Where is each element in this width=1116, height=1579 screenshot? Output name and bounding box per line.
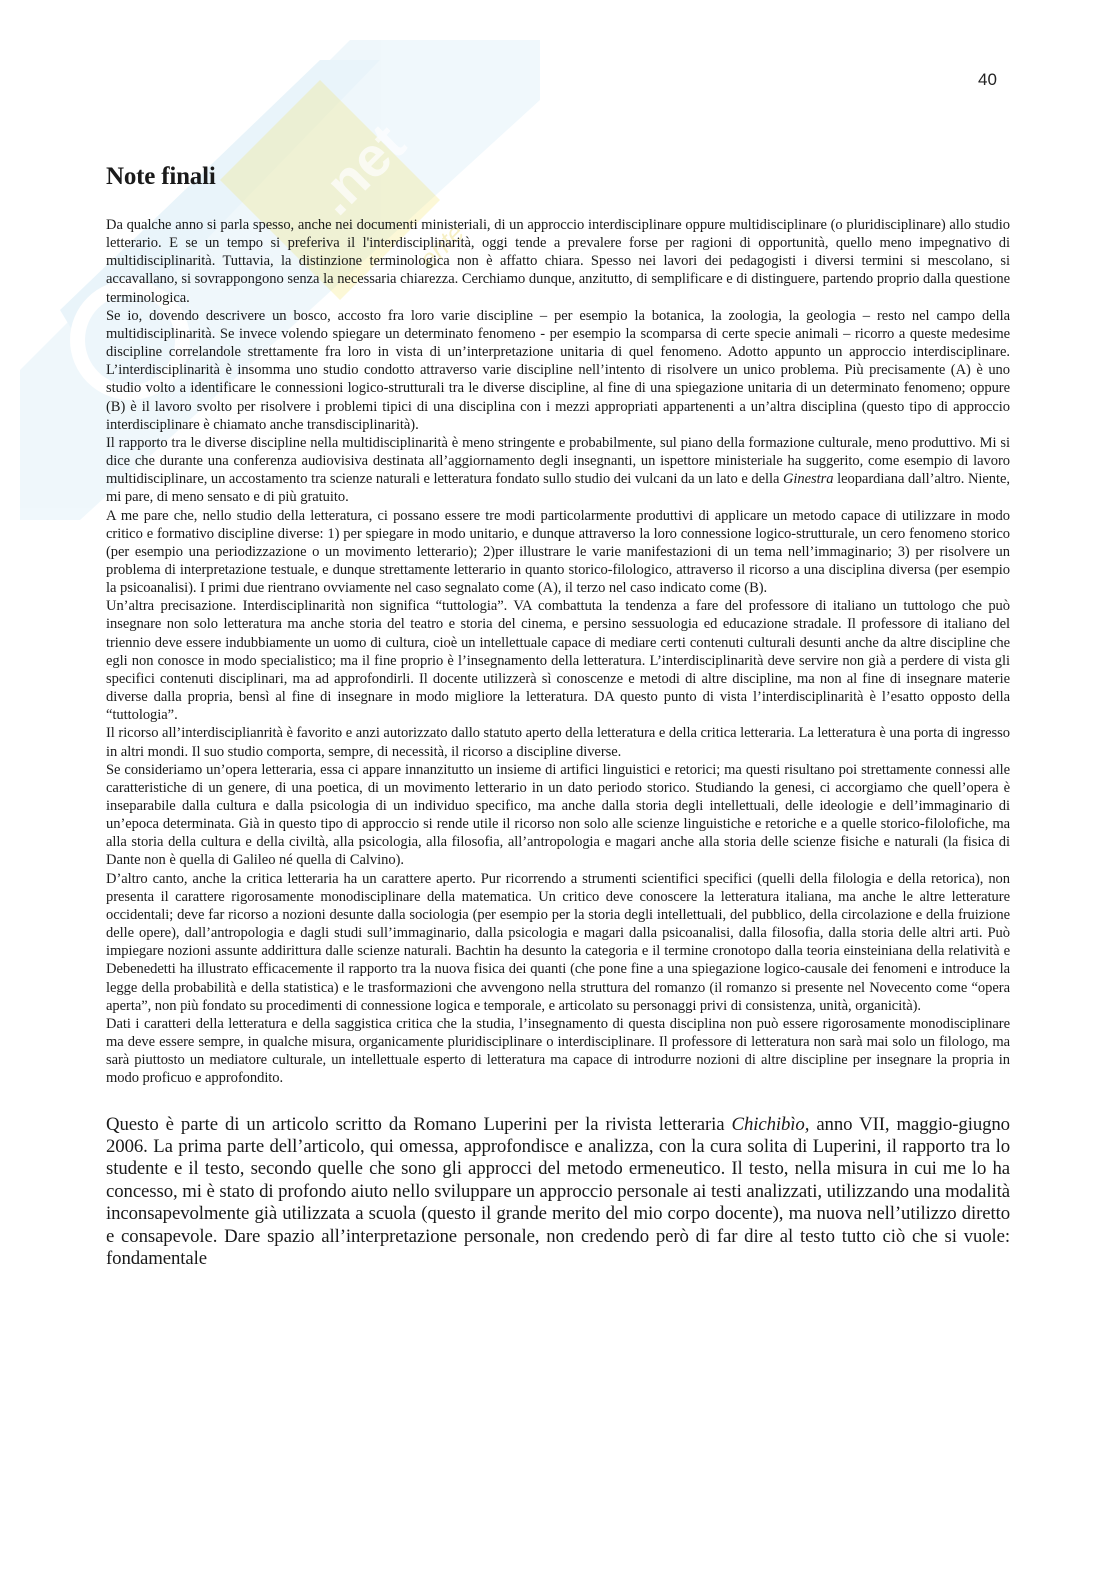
paragraph: D’altro canto, anche la critica letteraria ha un carattere aperto. Pur ricorrendo a strumenti scientifici specifici (quelli della filologia e della retorica), non presenta il carattere rigorosamente monodisciplinare della matematica. Un critico deve conoscere la letteratura italiana, ma anche le altre letterature occidentali; deve far ricorso a nozioni desunte dalla sociologia (per esempio per la storia degli intellettuali, del pubblico, della circolazione e della fruizione delle opere), dall’antropologia e dagli studi sull’immaginario, dalla psicologia e magari dalla psicoanalisi, dalla filosofia, dalla storia delle altri arti. Può impiegare nozioni assunte addirittura dalle scienze naturali. Bachtin ha desunto la categoria e il termine cronotopo dalla teoria einsteiniana della relatività e Debenedetti ha illustrato efficacemente il rapporto tra la nuova fisica dei quanti (che pone fine a una spiegazione logico-causale dei fenomeni e introduce la legge della probabilità e della statistica) e le trasformazioni che avvengono nella struttura del romanzo (il romanzo si presente nel Novecento come “opera aperta”, non più fondato su procedimenti di connessione logica e temporale, e articolato su personaggi privi di consistenza, unità, organicità). bbox=[106, 870, 1010, 1014]
paragraph: Un’altra precisazione. Interdisciplinarità non significa “tuttologia”. VA combattuta la tendenza a fare del professore di italiano un tuttologo che può insegnare non solo letteratura ma anche storia del teatro e storia del cinema, e persino sessuologia ed educazione stradale. Il professore di italiano del triennio deve essere indubbiamente un uomo di cultura, cioè un intellettuale capace di mediare certi contenuti culturali desunti anche da altre discipline che egli non conosce in modo specialistico; ma il fine proprio è l’insegnamento della letteratura. L’interdisciplinarità deve servire non già a perdere di vista gli specifici contenuti disciplinari, ma ad approfondirli. Il docente utilizzerà sì conoscenze e metodi di altre discipline, ma non al fine di insegnare materie diverse dalla propria, bensì al fine di insegnare in modo migliore la letteratura. DA questo punto di vista l’interdisciplinarità è l’esatto opposto della “tuttologia”. bbox=[106, 598, 1010, 724]
magazine-title: Chichibìo, bbox=[731, 1113, 810, 1135]
paragraph: Da qualche anno si parla spesso, anche nei documenti ministeriali, di un approccio interdisciplinare oppure multidisciplinare (o pluridisciplinare) allo studio letterario. E se un tempo si preferiva il l'interdisciplinarità, oggi tende a prevalere forse per ragioni di opportunità, quello meno impegnativo di multidisciplinarità. Tuttavia, la distinzione terminologica non è affatto chiara. Spesso nei lavori dei pedagogisti i diversi termini si mescolano, si accavallano, si sovrappongono senza la necessaria chiarezza. Cerchiamo dunque, anzitutto, di semplificare e di distinguere, partendo proprio dalla questione terminologica. bbox=[106, 217, 1010, 306]
paragraph: A me pare che, nello studio della letteratura, ci possano essere tre modi particolarmente produttivi di applicare un metodo capace di utilizzare in modo critico e formativo discipline diverse: 1) per spiegare in modo unitario, e dunque attraverso la loro connessione logico-strutturale, un cero fenomeno storico (per esempio una periodizzazione o un movimento letterario); 2)per illustrare le varie manifestazioni di un tema nell’immaginario; 3) per risolvere un problema di interpretazione testuale, e dunque strettamente letterario in quanto storico-filologico, attraverso il ricorso a una disciplina diversa (per esempio la psicoanalisi). I primi due rientrano ovviamente nel caso segnalato come (A), il terzo nel caso indicato come (B). bbox=[106, 507, 1010, 597]
document-body bbox=[106, 160, 1010, 1270]
paragraph: Se consideriamo un’opera letteraria, essa ci appare innanzitutto un insieme di artifici linguistici e retorici; ma questi risultano poi strettamente connessi alle caratteristiche di un genere, di una poetica, di un movimento letterario in un dato periodo storico. Studiando la genesi, ci accorgiamo che quell’opera è inseparabile dalla cultura e dalla psicologia di un individuo specifico, ma anche dalla storia degli intellettuali, delle ideologie e dell’immaginario di un’epoca determinata. Già in questo tipo di approccio si rende utile il ricorso non solo alle scienze linguistiche e retoriche e a quelle storico-filolofiche, ma alla storia della cultura e della civiltà, alla psicologia, alla filosofia, all’antropologia e magari anche alla storia delle scienze fisiche e naturali (la fisica di Dante non è quella di Galileo né quella di Calvino). bbox=[106, 761, 1010, 869]
watermark-subtext: ente bbox=[413, 217, 471, 275]
section-title: Note finali bbox=[106, 163, 216, 190]
paragraph: Dati i caratteri della letteratura e della saggistica critica che la studia, l’insegnamento di questa disciplina non può essere rigorosamente monodisciplinare ma deve essere sempre, in qualche misura, organicamente pluridisciplinare o interdisciplinare. Il professore di letteratura non sarà mai solo un filologo, ma sarà piuttosto un mediatore culturale, un intellettuale esperto di letteratura ma capace di introdurre nozioni di altre discipline per insegnare la propria in modo proficuo e approfondito. bbox=[106, 1015, 1010, 1087]
paragraph-text: Il rapporto tra le diverse discipline nella multidisciplinarità è meno stringente e probabilmente, sul piano della formazione culturale, meno produttivo. Mi si dice che durante una conferenza audiovisiva destinata all’aggiornamento degli insegnanti, un ispettore ministeriale ha suggerito, come esempio di lavoro multidisciplinare, un accostamento tra scienze naturali e letteratura fondato sullo studio dei vulcani da un lato e della bbox=[106, 434, 1010, 488]
closing-text: Questo è parte di un articolo scritto da Romano Luperini per la rivista letteraria bbox=[106, 1113, 732, 1135]
watermark-text: .net bbox=[301, 111, 417, 227]
paragraph: Il ricorso all’interdisciplianrità è favorito e anzi autorizzato dallo statuto aperto della letteratura e della critica letteraria. La letteratura è una porta di ingresso in altri mondi. Il suo studio comporta, sempre, di necessità, il ricorso a discipline diverse. bbox=[106, 725, 1010, 760]
page-number: 40 bbox=[978, 70, 997, 89]
italic-title: Ginestra bbox=[782, 471, 834, 488]
closing-paragraph bbox=[106, 1114, 1010, 1271]
closing-text: anno VII, maggio-giugno 2006. La prima parte dell’articolo, qui omessa, approfondisce e analizza, con la cura solita di Luperini, il rapporto tra lo studente e il testo, secondo quelle che sono gli approcci del metodo ermeneutico. Il testo, nella misura in cui me lo ha concesso, mi è stato di profondo aiuto nello sviluppare un approccio personale ai testi analizzati, utilizzando una modalità inconsapevolmente già utilizzata a scuola (questo il grande merito del mio corpo docente), ma nuova nell’utilizzo diretto e consapevole. Dare spazio all’interpretazione personale, non credendo però di far dire al testo tutto ciò che si vuole: fondamentale bbox=[106, 1113, 1010, 1269]
paragraph-text: leopardiana dall’altro. Niente, mi pare, di meno sensato e di più gratuito. bbox=[106, 471, 1011, 506]
paragraph bbox=[106, 434, 1010, 507]
paragraph: Se io, dovendo descrivere un bosco, accosto fra loro varie discipline – per esempio la botanica, la zoologia, la geologia – resto nel campo della multidisciplinarità. Se invece volendo spiegare un determinato fenomeno - per esempio la scomparsa di certe specie animali – ricorro a queste medesime discipline correlandole strettamente fra loro in vista di un’interpretazione unitaria di quel fenomeno. Adotto appunto un approccio interdisciplinare. L’interdisciplinarità è insomma uno studio condotto attraverso varie discipline nell’intento di risolvere un unico problema. Più precisamente (A) è uno studio volto a identificare le connessioni logico-strutturali tra le diverse discipline, al fine di una spiegazione unitaria di un determinato fenomeno; oppure (B) è il lavoro svolto per risolvere i problemi tipici di una disciplina con i mezzi appropriati appartenenti a un’altra disciplina (questo tipo di approccio interdisciplinare è chiamato anche transdisciplinarità). bbox=[106, 307, 1010, 433]
